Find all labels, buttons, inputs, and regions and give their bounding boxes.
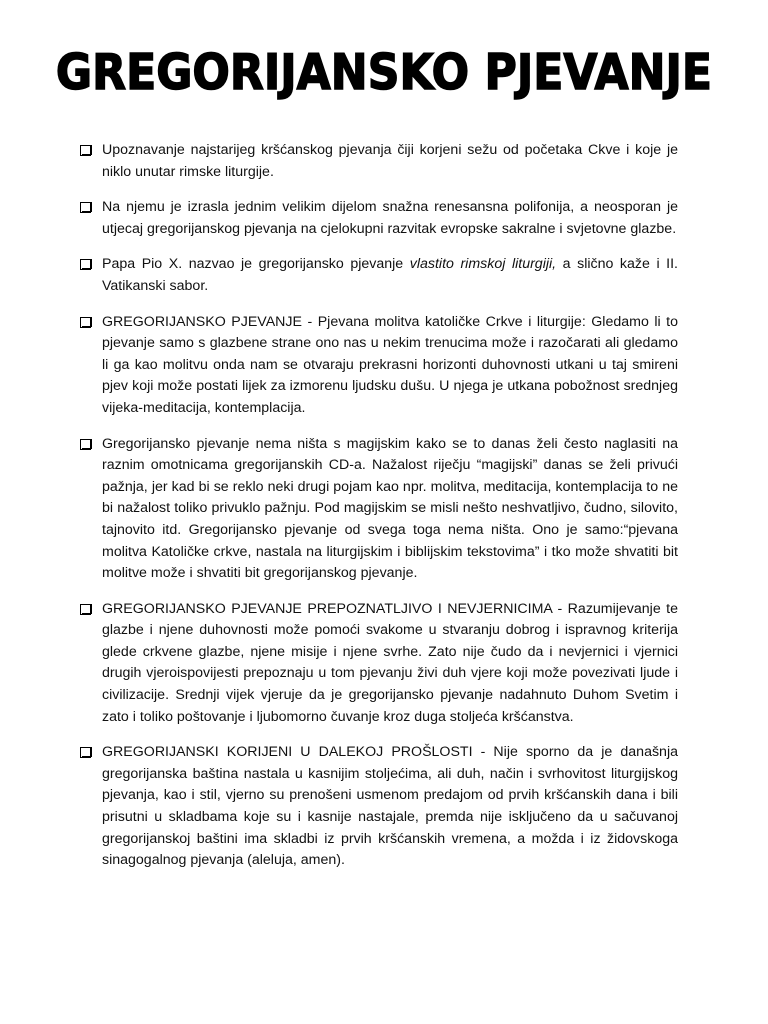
- checkbox-bullet-icon: [80, 747, 91, 758]
- list-item-text: Gregorijansko pjevanje nema ništa s magijskim kako se to danas želi često naglasiti na raznim omotnicama gregorijanskih CD-a. Nažalost riječju “magijski” danas se želi privući pažnja, jer kad bi se reklo neki drugi pojam kao npr. molitva, meditacija, kontemplacija to ne bi nažalost toliko privuklo pažnju. Pod magijskim se misli nešto neshvatljivo, čudno, silovito, tajnovito itd. Gregorijansko pjevanje od svega toga nema ništa. Ono je samo:“pjevana molitva Katoličke crkve, nastala na liturgijskim i biblijskim tekstovima” i tko može shvatiti bit molitve može i shvatiti bit gregorijanskog pjevanje.: [102, 435, 678, 582]
- checkbox-bullet-icon: [80, 145, 91, 156]
- list-item-text: GREGORIJANSKO PJEVANJE - Pjevana molitva katoličke Crkve i liturgije: Gledamo li to pjevanje samo s glazbene strane ono nas u nekim trenucima može i razočarati ali gledamo li ga kao molitvu onda nam se otvaraju prekrasni horizonti duhovnosti utkani u taj smireni pjev koji može postati lijek za izmorenu ljudsku dušu. U njega je utkana pobožnost srednjeg vijeka-meditacija, kontemplacija.: [102, 313, 678, 416]
- list-item: [80, 254, 678, 297]
- bullet-list: [80, 140, 678, 886]
- list-item-text-after: a slično kaže i II. Vatikanski sabor.: [102, 256, 678, 294]
- page-title: GREGORIJANSKO PJEVANJE: [55, 44, 713, 101]
- italic-phrase: vlastito rimskoj liturgiji,: [409, 256, 557, 273]
- list-item-text: GREGORIJANSKI KORIJENI U DALEKOJ PROŠLOSTI - Nije sporno da je današnja gregorijanska baština nastala u kasnijim stoljećima, ali duh, način i svrhovitost liturgijskog pjevanja, kao i stil, vjerno su prenošeni usmenom predajom od prvih kršćanskih dana i bili prisutni u skladbama koje su i kasnije nastajale, premda nije isključeno da u sačuvanoj gregorijanskoj baštini ima skladbi iz prvih kršćanskih vremena, a možda i iz židovskoga sinagogalnog pjevanja (aleluja, amen).: [102, 744, 678, 869]
- list-item-text: Na njemu je izrasla jednim velikim dijelom snažna renesansna polifonija, a neosporan je utjecaj gregorijanskog pjevanja na cjelokupni razvitak evropske sakralne i svjetovne glazbe.: [102, 199, 678, 237]
- checkbox-bullet-icon: [80, 317, 91, 328]
- checkbox-bullet-icon: [80, 604, 91, 615]
- checkbox-bullet-icon: [80, 259, 91, 270]
- list-item: [80, 434, 678, 585]
- list-item: [80, 197, 678, 240]
- list-item: [80, 742, 678, 872]
- checkbox-bullet-icon: [80, 202, 91, 213]
- list-item-text: GREGORIJANSKO PJEVANJE PREPOZNATLJIVO I NEVJERNICIMA - Razumijevanje te glazbe i njene duhovnosti može pomoći svakome u stvaranju dobrog i ispravnog kriterija glede crkvene glazbe, njene misije i njene svrhe. Zato nije čudo da i nevjernici i vjernici drugih vjeroispovijesti prepoznaju u tom pjevanju živi duh vjere koji može povezivati ljude i civilizacije. Srednji vijek vjeruje da je gregorijansko pjevanje nadahnuto Duhom Svetim i zato i toliko poštovanje i ljubomorno čuvanje kroz duga stoljeća kršćanstva.: [102, 600, 678, 725]
- checkbox-bullet-icon: [80, 439, 91, 450]
- list-item: [80, 140, 678, 183]
- list-item: [80, 599, 678, 729]
- list-item-text-before: Papa Pio X. nazvao je gregorijansko pjevanje: [102, 256, 410, 273]
- list-item-text: Upoznavanje najstarijeg kršćanskog pjevanja čiji korjeni sežu od početaka Ckve i koje je niklo unutar rimske liturgije.: [102, 142, 678, 180]
- list-item: [80, 312, 678, 420]
